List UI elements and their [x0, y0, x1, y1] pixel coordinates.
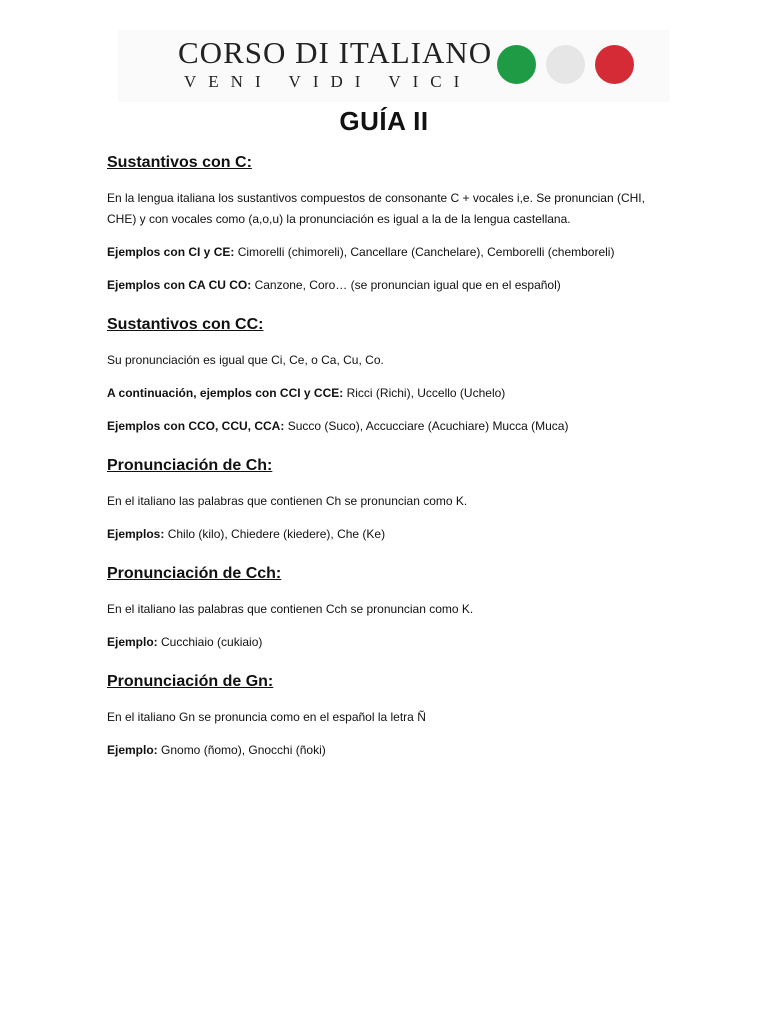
- flag-dot-white: [546, 45, 585, 84]
- paragraph-label: Ejemplos:: [107, 527, 165, 541]
- paragraph: [107, 350, 667, 371]
- section-pronunciacion-cch: [107, 563, 667, 653]
- paragraph-text: Cucchiaio (cukiaio): [157, 635, 263, 649]
- section-heading: Pronunciación de Ch:: [107, 457, 273, 474]
- document-body: [107, 152, 667, 779]
- paragraph-label: Ejemplos con CA CU CO:: [107, 278, 252, 292]
- paragraph: [107, 383, 667, 404]
- brand-logo: [178, 36, 492, 93]
- paragraph-label: Ejemplo:: [107, 743, 158, 757]
- paragraph-text: Chilo (kilo), Chiedere (kiedere), Che (Ke): [164, 527, 386, 541]
- section-pronunciacion-gn: [107, 671, 667, 761]
- section-sustantivos-c: [107, 152, 667, 296]
- paragraph: [107, 242, 667, 263]
- paragraph-label: A continuación, ejemplos con CCI y CCE:: [107, 386, 344, 400]
- brand-title: CORSO DI ITALIANO: [178, 35, 493, 70]
- section-heading: Sustantivos con CC:: [107, 316, 264, 333]
- section-sustantivos-cc: [107, 314, 667, 437]
- paragraph-text: Canzone, Coro… (se pronuncian igual que en el español): [251, 278, 561, 292]
- section-pronunciacion-ch: [107, 455, 667, 545]
- flag-dot-green: [497, 45, 536, 84]
- paragraph-text: Gnomo (ñomo), Gnocchi (ñoki): [157, 743, 326, 757]
- section-heading: Sustantivos con C:: [107, 154, 252, 171]
- paragraph: [107, 491, 667, 512]
- paragraph-label: Ejemplo:: [107, 635, 158, 649]
- paragraph: [107, 524, 667, 545]
- flag-dot-red: [595, 45, 634, 84]
- flag-dots: [497, 45, 634, 84]
- paragraph: [107, 188, 667, 230]
- paragraph-label: Ejemplos con CCO, CCU, CCA:: [107, 419, 285, 433]
- paragraph-text: En la lengua italiana los sustantivos compuestos de consonante C + vocales i,e. Se pronuncian (CHI, CHE) y con vocales como (a,o,u) la pronunciación es igual a la de la lengua castellana.: [107, 191, 645, 226]
- paragraph-text: Succo (Suco), Accucciare (Acuchiare) Mucca (Muca): [284, 419, 569, 433]
- brand-subtitle: VENI VIDI VICI: [184, 72, 472, 91]
- paragraph: [107, 707, 667, 728]
- section-heading: Pronunciación de Gn:: [107, 673, 274, 690]
- paragraph: [107, 416, 667, 437]
- paragraph: [107, 740, 667, 761]
- paragraph-text: En el italiano las palabras que contienen Cch se pronuncian como K.: [107, 602, 474, 616]
- paragraph-text: Ricci (Richi), Uccello (Uchelo): [343, 386, 506, 400]
- section-heading: Pronunciación de Cch:: [107, 565, 282, 582]
- paragraph-text: Cimorelli (chimoreli), Cancellare (Canchelare), Cemborelli (chemboreli): [234, 245, 615, 259]
- paragraph: [107, 275, 667, 296]
- paragraph: [107, 599, 667, 620]
- paragraph-text: En el italiano las palabras que contienen Ch se pronuncian como K.: [107, 494, 468, 508]
- paragraph-text: En el italiano Gn se pronuncia como en el español la letra Ñ: [107, 710, 426, 724]
- page-title: GUÍA II: [339, 106, 429, 136]
- paragraph-text: Su pronunciación es igual que Ci, Ce, o Ca, Cu, Co.: [107, 353, 384, 367]
- paragraph: [107, 632, 667, 653]
- paragraph-label: Ejemplos con CI y CE:: [107, 245, 235, 259]
